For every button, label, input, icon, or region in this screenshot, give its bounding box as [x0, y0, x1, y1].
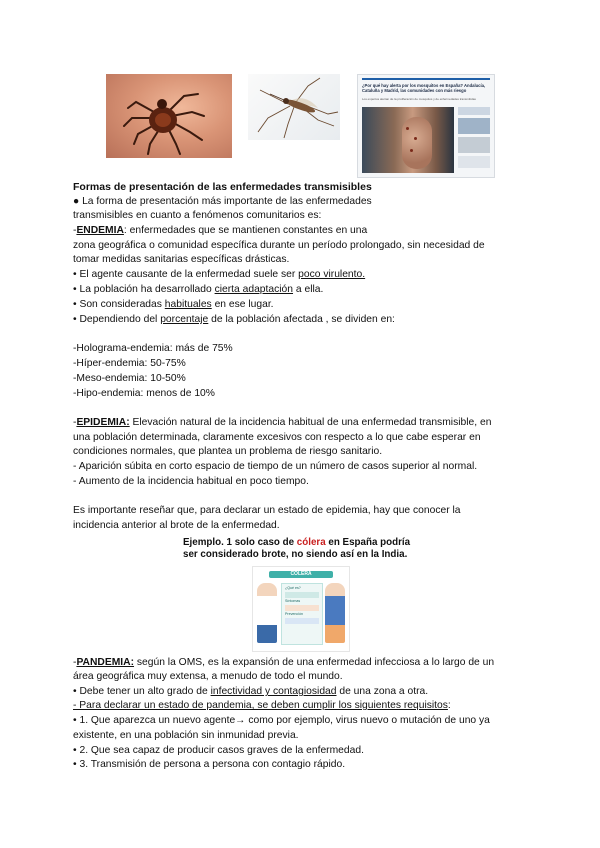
poster-line: ¿Qué es?	[285, 586, 301, 590]
pandemia-req-2: • 2. Que sea capaz de producir casos graves de la enfermedad.	[73, 745, 364, 756]
endemia-line-2: zona geográfica o comunidad específica durante un período prolongado, sin necesidad de	[73, 240, 485, 251]
mosquito-photo	[248, 74, 340, 140]
example-highlight: cólera	[296, 537, 326, 548]
example-text: en España podría	[325, 537, 411, 548]
mosquito-icon	[248, 74, 340, 140]
endemia-bullet-4	[73, 314, 395, 326]
pandemia-req-3: • 3. Transmisión de persona a persona con contagio rápido.	[73, 759, 346, 770]
intro-line-2: transmisibles en cuanto a fenómenos comunitarios es:	[73, 210, 322, 221]
doctor-figure	[257, 583, 277, 643]
epidemia-line-2: una población determinada, claramente excesivos con respecto a lo que cabe esperar en	[73, 432, 481, 443]
news-topbar	[362, 78, 490, 80]
bullet-text: de una zona a otra.	[336, 686, 429, 697]
bullet-underlined: poco virulento.	[298, 269, 366, 280]
bullet-text: a ella.	[293, 284, 324, 295]
news-subline: Los expertos alertan de la proliferación de mosquitos y de enfermedades transmitidas	[362, 97, 476, 101]
pandemia-def-text: según la OMS, es la expansión de una enfermedad infecciosa a lo largo de un	[134, 657, 495, 668]
endemia-bullet-3	[73, 299, 274, 311]
endemia-bullet-1	[73, 269, 365, 281]
pandemia-line-2: área geográfica muy extensa, a menudo de todo el mundo.	[73, 671, 343, 682]
epidemia-label: EPIDEMIA:	[76, 417, 130, 428]
news-photo	[362, 107, 454, 173]
pandemia-dash: -	[73, 657, 77, 668]
poster-line: Prevención	[285, 612, 303, 616]
example-text: Ejemplo. 1 solo caso de	[183, 537, 297, 548]
endemia-line-3: tomar medidas sanitarias específicas drásticas.	[73, 254, 290, 265]
bullet-underlined: - Para declarar un estado de pandemia, se deben cumplir los siguientes requisitos	[73, 700, 448, 711]
pandemia-req-1b: existente, en una población sin inmunidad previa.	[73, 730, 299, 741]
example-line-1	[183, 537, 411, 549]
bullet-underlined: infectividad y contagiosidad	[210, 686, 337, 697]
bullet-underlined: cierta adaptación	[214, 284, 294, 295]
news-headline: ¿Por qué hay alerta por los mosquitos en España? Andalucía, Cataluña y Madrid, las comunidades con más riesgo	[362, 83, 486, 93]
endemia-bullet-2	[73, 284, 323, 296]
pandemia-requirements-intro	[73, 700, 451, 712]
bullet-text: • El agente causante de la enfermedad suele ser	[73, 269, 299, 280]
news-article-screenshot	[357, 74, 495, 178]
endemia-def-text: : enfermedades que se mantienen constantes en una	[123, 225, 368, 236]
endemia-definition	[73, 225, 367, 237]
endemia-type-4: -Hipo-endemia: menos de 10%	[73, 388, 215, 399]
cholera-poster	[252, 566, 350, 652]
epidemia-definition	[73, 417, 491, 429]
pandemia-req-1a: • 1. Que aparezca un nuevo agente→ como por ejemplo, virus nuevo o mutación de uno ya	[73, 715, 490, 726]
epidemia-def-text: Elevación natural de la incidencia habitual de una enfermedad transmisible, en	[129, 417, 492, 428]
bullet-underlined: porcentaje	[160, 314, 209, 325]
tick-photo	[106, 74, 232, 158]
bullet-text: de la población afectada , se dividen en:	[208, 314, 395, 325]
bullet-text: • Debe tener un alto grado de	[73, 686, 211, 697]
endemia-type-2: -Híper-endemia: 50-75%	[73, 358, 186, 369]
epidemia-bullet-1: - Aparición súbita en corto espacio de tiempo de un número de casos superior al normal.	[73, 461, 478, 472]
poster-info-panel	[281, 583, 323, 645]
pandemia-definition	[73, 657, 494, 669]
bullet-text: en ese lugar.	[211, 299, 274, 310]
epidemia-note-1: Es importante reseñar que, para declarar un estado de epidemia, hay que conocer la	[73, 505, 461, 516]
pandemia-bullet-1	[73, 686, 428, 698]
endemia-type-3: -Meso-endemia: 10-50%	[73, 373, 186, 384]
bullet-text: • Son consideradas	[73, 299, 165, 310]
endemia-type-1: -Holograma-endemia: más de 75%	[73, 343, 233, 354]
pandemia-label: PANDEMIA:	[76, 657, 135, 668]
bullet-text: • La población ha desarrollado	[73, 284, 215, 295]
example-caption	[183, 537, 411, 561]
patient-figure	[325, 583, 345, 643]
example-line-2: ser considerado brote, no siendo así en la India.	[183, 549, 408, 560]
endemia-label: ENDEMIA	[76, 225, 124, 236]
tick-icon	[106, 74, 232, 158]
bullet-underlined: habituales	[164, 299, 212, 310]
epidemia-dash: -	[73, 417, 77, 428]
bullet-text: :	[447, 700, 451, 711]
epidemia-note-2: incidencia anterior al brote de la enfermedad.	[73, 520, 280, 531]
section-title: Formas de presentación de las enfermedades transmisibles	[73, 181, 372, 193]
poster-title: CÓLERA	[269, 571, 333, 578]
endemia-dash: -	[73, 225, 77, 236]
epidemia-line-3: condiciones normales, que plantea un problema de riesgo sanitario.	[73, 446, 383, 457]
bullet-text: • Dependiendo del	[73, 314, 161, 325]
intro-line-1: ● La forma de presentación más importante de las enfermedades	[73, 196, 372, 207]
poster-line: Síntomas	[285, 599, 301, 603]
epidemia-bullet-2: - Aumento de la incidencia habitual en poco tiempo.	[73, 476, 309, 487]
news-sidebar	[458, 107, 490, 173]
